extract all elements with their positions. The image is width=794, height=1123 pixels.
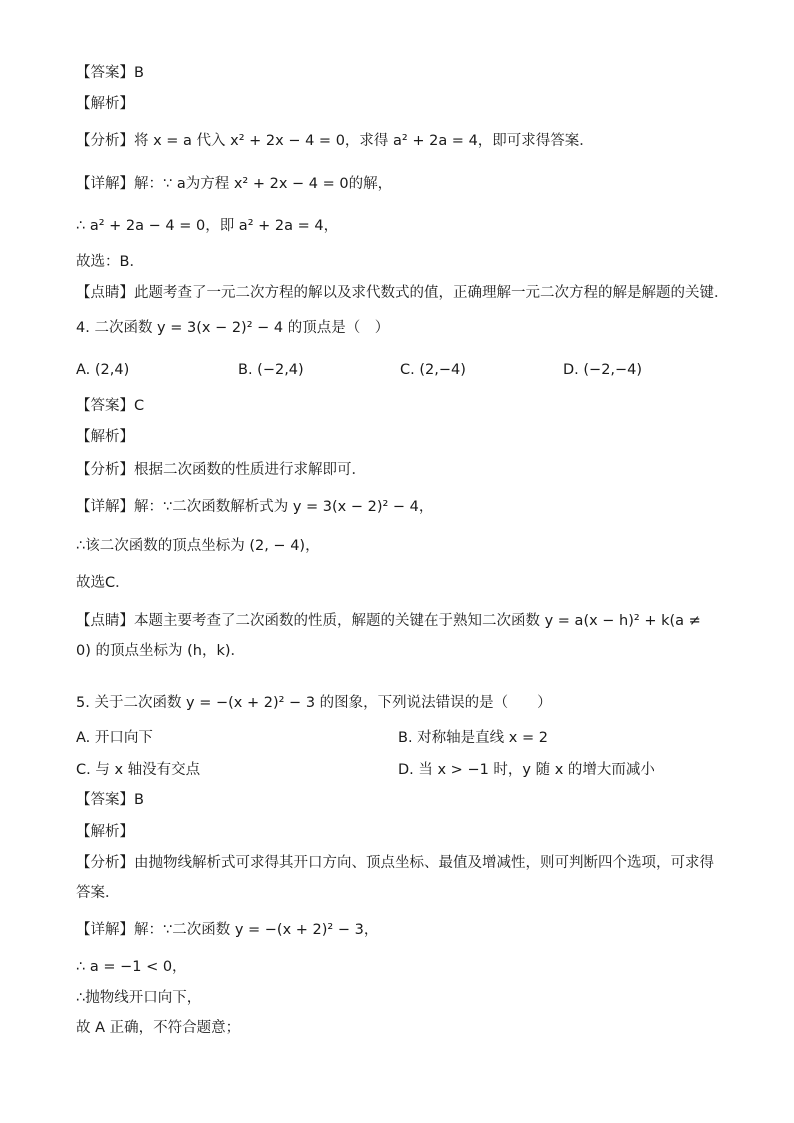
line-detail-3: 【详解】解：∵二次函数 y = −(x + 2)² − 3， [76,922,379,938]
line-opens-down: ∴抛物线开口向下， [76,990,202,1006]
q5-option-b: B. 对称轴是直线 x = 2 [398,730,548,746]
line-a-negative: ∴ a = −1 < 0， [76,959,187,975]
line-analysis-heading: 【解析】 [76,96,134,112]
line-analysis-heading-2: 【解析】 [76,429,134,445]
line-choose-c: 故选C． [76,575,130,591]
question-4: 4. 二次函数 y = 3(x − 2)² − 4 的顶点是（ ） [76,320,390,336]
line-answer-b-2: 【答案】B [76,792,144,808]
line-analysis-heading-3: 【解析】 [76,824,134,840]
q4-option-a: A. (2,4) [76,362,130,378]
q5-option-a: A. 开口向下 [76,730,153,746]
q5-option-c: C. 与 x 轴没有交点 [76,762,201,778]
q4-option-c: C. (2,−4) [400,362,466,378]
line-comment: 【点睛】此题考查了一元二次方程的解以及求代数式的值，正确理解一元二次方程的解是解题的关键． [76,285,729,301]
line-detail-2: 【详解】解：∵二次函数解析式为 y = 3(x − 2)² − 4， [76,499,434,515]
line-analysis-3: 【分析】由抛物线解析式可求得其开口方向、顶点坐标、最值及增减性，则可判断四个选项，可求得答案． [76,855,714,901]
line-comment-2: 【点睛】本题主要考查了二次函数的性质，解题的关键在于熟知二次函数 y = a(x − h)² + k(a ≠ 0) 的顶点坐标为 (h，k)． [76,613,701,659]
line-therefore: ∴ a² + 2a − 4 = 0，即 a² + 2a = 4， [76,218,339,234]
line-answer-c: 【答案】C [76,398,145,414]
line-detail: 【详解】解：∵ a为方程 x² + 2x − 4 = 0的解， [76,176,393,192]
q4-option-d: D. (−2,−4) [563,362,643,378]
question-5: 5. 关于二次函数 y = −(x + 2)² − 3 的图象，下列说法错误的是（ ） [76,695,552,711]
line-answer-b: 【答案】B [76,65,144,81]
line-choose-b: 故选：B． [76,254,144,270]
q4-option-b: B. (−2,4) [238,362,304,378]
q5-option-d: D. 当 x > −1 时，y 随 x 的增大而减小 [398,762,655,778]
line-a-correct: 故 A 正确，不符合题意； [76,1020,241,1036]
line-vertex: ∴该二次函数的顶点坐标为 (2, − 4)， [76,538,320,554]
line-analysis: 【分析】将 x = a 代入 x² + 2x − 4 = 0，求得 a² + 2a = 4，即可求得答案． [76,133,594,149]
line-analysis-2: 【分析】根据二次函数的性质进行求解即可． [76,462,366,478]
